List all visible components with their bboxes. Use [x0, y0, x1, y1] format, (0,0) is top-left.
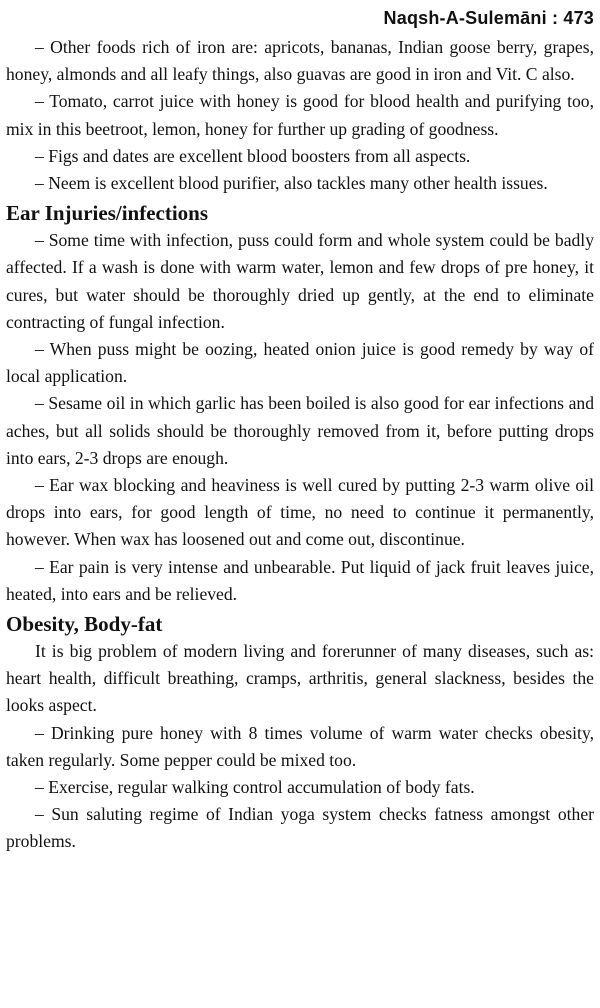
paragraph-ear-wax: – Ear wax blocking and heaviness is well cured by putting 2-3 warm olive oil drops into ears, for good length of time, no need to continue it permanently, however. When wax has loosened out and come out, discontinue.	[6, 475, 594, 550]
paragraph-iron-foods: – Other foods rich of iron are: apricots, bananas, Indian goose berry, grapes, honey, almonds and all leafy things, also guavas are good in iron and Vit. C also.	[6, 37, 594, 85]
running-head: Naqsh-A-Sulemāni : 473	[383, 8, 594, 28]
paragraph-neem: – Neem is excellent blood purifier, also tackles many other health issues.	[35, 173, 548, 194]
heading-obesity: Obesity, Body-fat	[6, 612, 163, 637]
paragraph-tomato-carrot-juice: – Tomato, carrot juice with honey is good for blood health and purifying too, mix in this beetroot, lemon, honey for further up grading of goodness.	[6, 91, 594, 139]
book-page	[6, 0, 594, 1008]
paragraph-figs-dates: – Figs and dates are excellent blood boosters from all aspects.	[35, 145, 471, 166]
paragraph-onion-juice: – When puss might be oozing, heated onion juice is good remedy by way of local application.	[6, 339, 594, 387]
paragraph-exercise: – Exercise, regular walking control accumulation of body fats.	[35, 777, 475, 798]
paragraph-honey-water: – Drinking pure honey with 8 times volume of warm water checks obesity, taken regularly. Some pepper could be mixed too.	[6, 722, 594, 770]
body-text	[6, 34, 594, 856]
paragraph-obesity-intro: It is big problem of modern living and forerunner of many diseases, such as: heart health, difficult breathing, cramps, arthritis, general slackness, besides the looks aspect.	[6, 641, 594, 716]
paragraph-sesame-garlic-oil: – Sesame oil in which garlic has been boiled is also good for ear infections and aches, but all solids should be thoroughly removed from it, before putting drops into ears, 2-3 drops are enough.	[6, 393, 594, 468]
heading-ear-injuries: Ear Injuries/infections	[6, 201, 209, 226]
paragraph-ear-infection-wash: – Some time with infection, puss could form and whole system could be badly affected. If a wash is done with warm water, lemon and few drops of pre honey, it cures, but water should be thoroughly dried up gently, at the end to eliminate contracting of fungal infection.	[6, 230, 594, 332]
paragraph-ear-pain: – Ear pain is very intense and unbearable. Put liquid of jack fruit leaves juice, heated, into ears and be relieved.	[6, 556, 594, 604]
paragraph-sun-salutation: – Sun saluting regime of Indian yoga system checks fatness amongst other problems.	[6, 804, 594, 852]
